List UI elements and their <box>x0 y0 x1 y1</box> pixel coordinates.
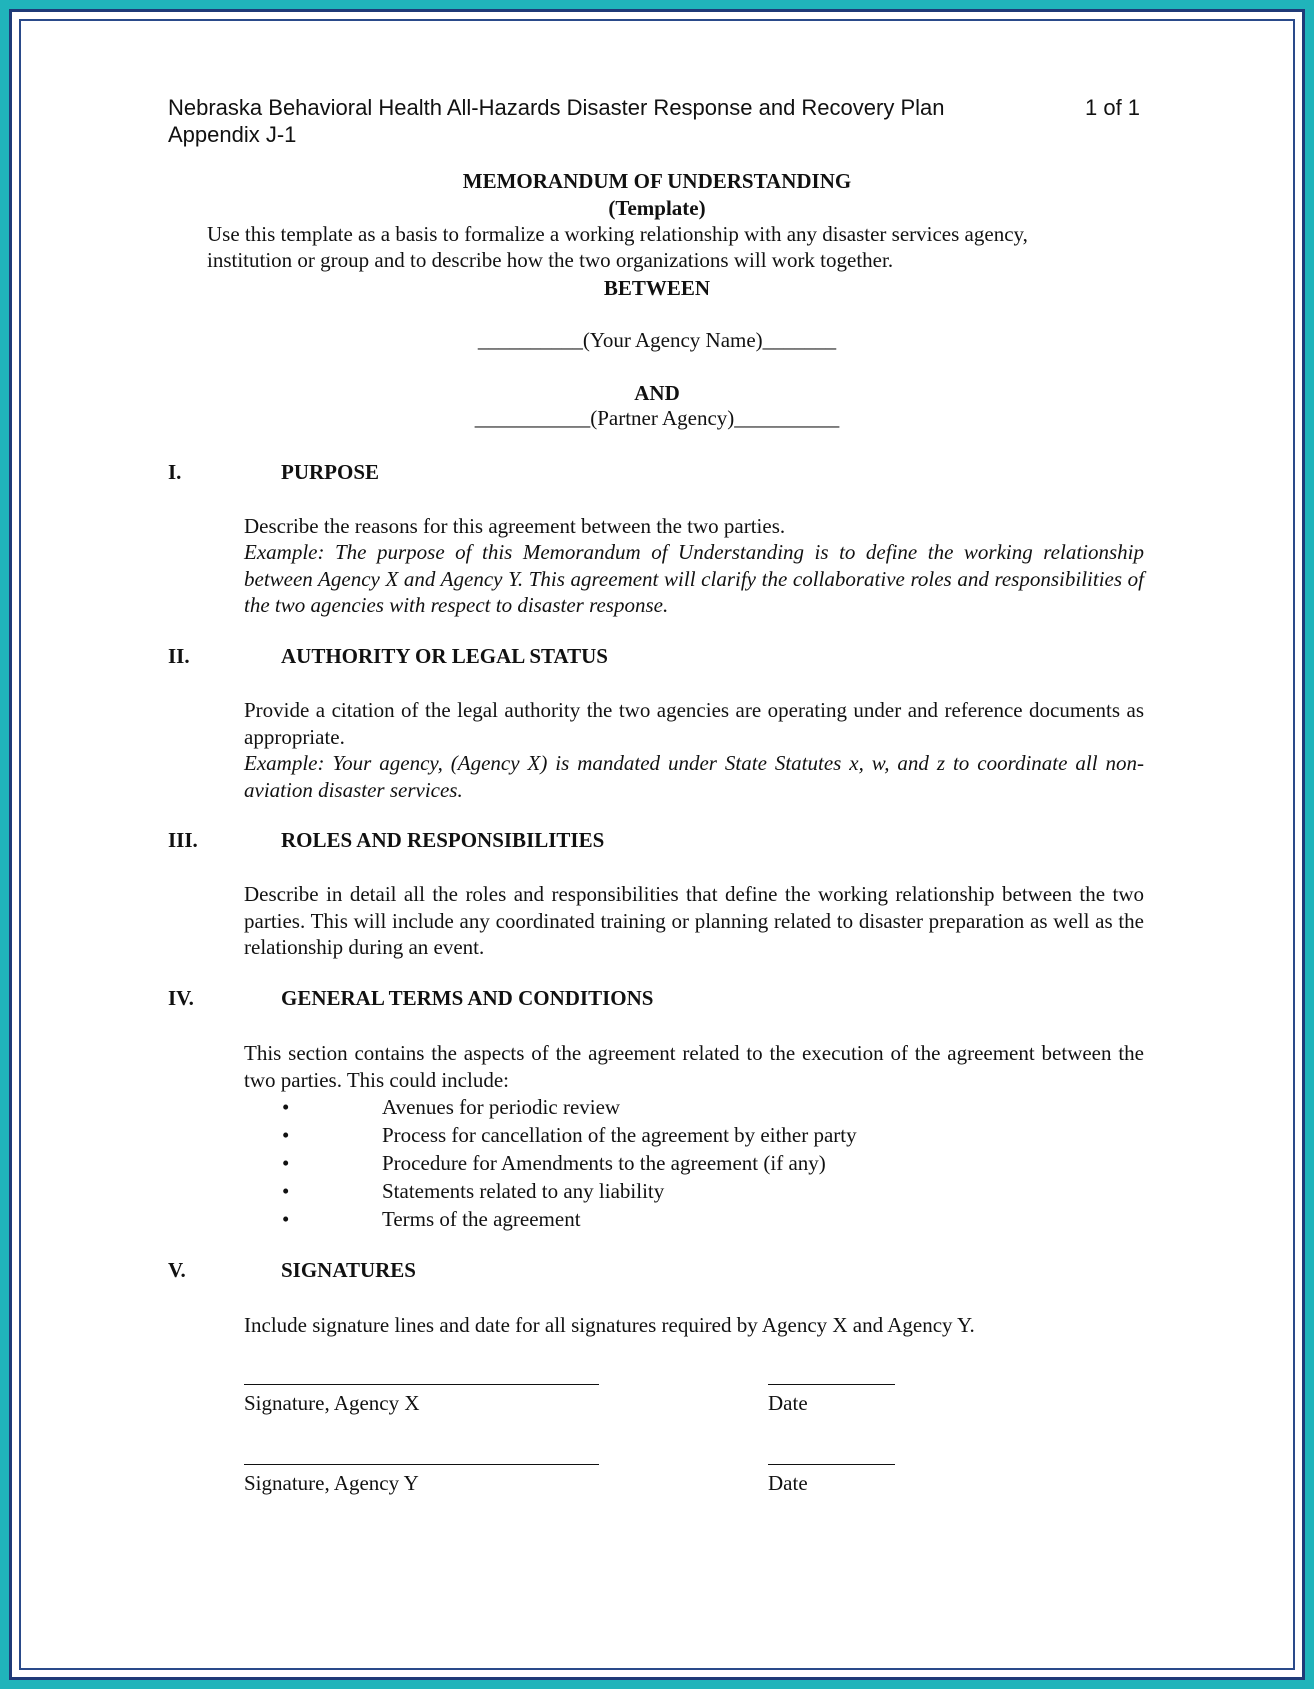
date-label-agency-x: Date <box>768 1391 808 1415</box>
section-title-general-terms: GENERAL TERMS AND CONDITIONS <box>281 986 654 1010</box>
intro-description-line-1: Use this template as a basis to formalize a working relationship with any disaster services agency, <box>207 222 1028 246</box>
section-number-2: II. <box>168 644 190 668</box>
partner-agency-field: ___________(Partner Agency)__________ <box>474 406 840 430</box>
section-title-signatures: SIGNATURES <box>281 1258 416 1282</box>
section-number-5: V. <box>168 1258 186 1282</box>
document-header-title: Nebraska Behavioral Health All-Hazards Disaster Response and Recovery Plan <box>168 95 945 120</box>
list-item: Terms of the agreement <box>382 1207 581 1231</box>
section-title-purpose: PURPOSE <box>281 460 380 484</box>
section-number-1: I. <box>168 460 182 484</box>
bullet-icon: • <box>282 1123 290 1147</box>
section-title-roles: ROLES AND RESPONSIBILITIES <box>281 828 605 852</box>
section-title-authority: AUTHORITY OR LEGAL STATUS <box>281 644 608 668</box>
page-number: 1 of 1 <box>1085 95 1141 120</box>
section-general-terms-text: This section contains the aspects of the agreement related to the execution of the agreement between the two parties. This could include: <box>244 1041 1144 1092</box>
bullet-icon: • <box>282 1095 290 1119</box>
bullet-icon: • <box>282 1179 290 1203</box>
section-number-4: IV. <box>168 986 194 1010</box>
section-authority-example: Example: Your agency, (Agency X) is mandated under State Statutes x, w, and z to coordinate all non-aviation disaster services. <box>244 751 1144 802</box>
signature-label-agency-x: Signature, Agency X <box>244 1391 420 1415</box>
date-line-agency-x <box>768 1384 895 1385</box>
memorandum-title: MEMORANDUM OF UNDERSTANDING <box>462 169 852 193</box>
and-label: AND <box>634 381 680 405</box>
bullet-icon: • <box>282 1151 290 1175</box>
your-agency-name-field: __________(Your Agency Name)_______ <box>477 328 837 352</box>
signature-line-agency-x <box>244 1384 599 1385</box>
section-purpose-example: Example: The purpose of this Memorandum of Understanding is to define the working relationship between Agency X and Agency Y. This agreement will clarify the collaborative roles and responsibilities of the two agencies with respect to disaster response. <box>244 540 1144 617</box>
section-number-3: III. <box>168 828 198 852</box>
between-label: BETWEEN <box>603 276 711 300</box>
intro-description-line-2: institution or group and to describe how the two organizations will work together. <box>207 248 894 272</box>
signature-label-agency-y: Signature, Agency Y <box>244 1471 419 1495</box>
list-item: Procedure for Amendments to the agreement (if any) <box>382 1151 826 1175</box>
date-label-agency-y: Date <box>768 1471 808 1495</box>
section-authority-text: Provide a citation of the legal authority the two agencies are operating under and reference documents as appropriate. <box>244 698 1144 749</box>
section-roles-text: Describe in detail all the roles and responsibilities that define the working relationship between the two parties. This will include any coordinated training or planning related to disaster preparation as well as the relationship during an event. <box>244 882 1144 959</box>
signature-line-agency-y <box>244 1464 599 1465</box>
list-item: Process for cancellation of the agreement by either party <box>382 1123 857 1147</box>
bullet-icon: • <box>282 1207 290 1231</box>
appendix-label: Appendix J-1 <box>168 122 297 147</box>
section-purpose-text: Describe the reasons for this agreement between the two parties. <box>244 514 786 538</box>
section-signatures-text: Include signature lines and date for all signatures required by Agency X and Agency Y. <box>244 1313 975 1337</box>
date-line-agency-y <box>768 1464 895 1465</box>
list-item: Avenues for periodic review <box>382 1095 621 1119</box>
template-subtitle: (Template) <box>608 196 706 220</box>
list-item: Statements related to any liability <box>382 1179 665 1203</box>
